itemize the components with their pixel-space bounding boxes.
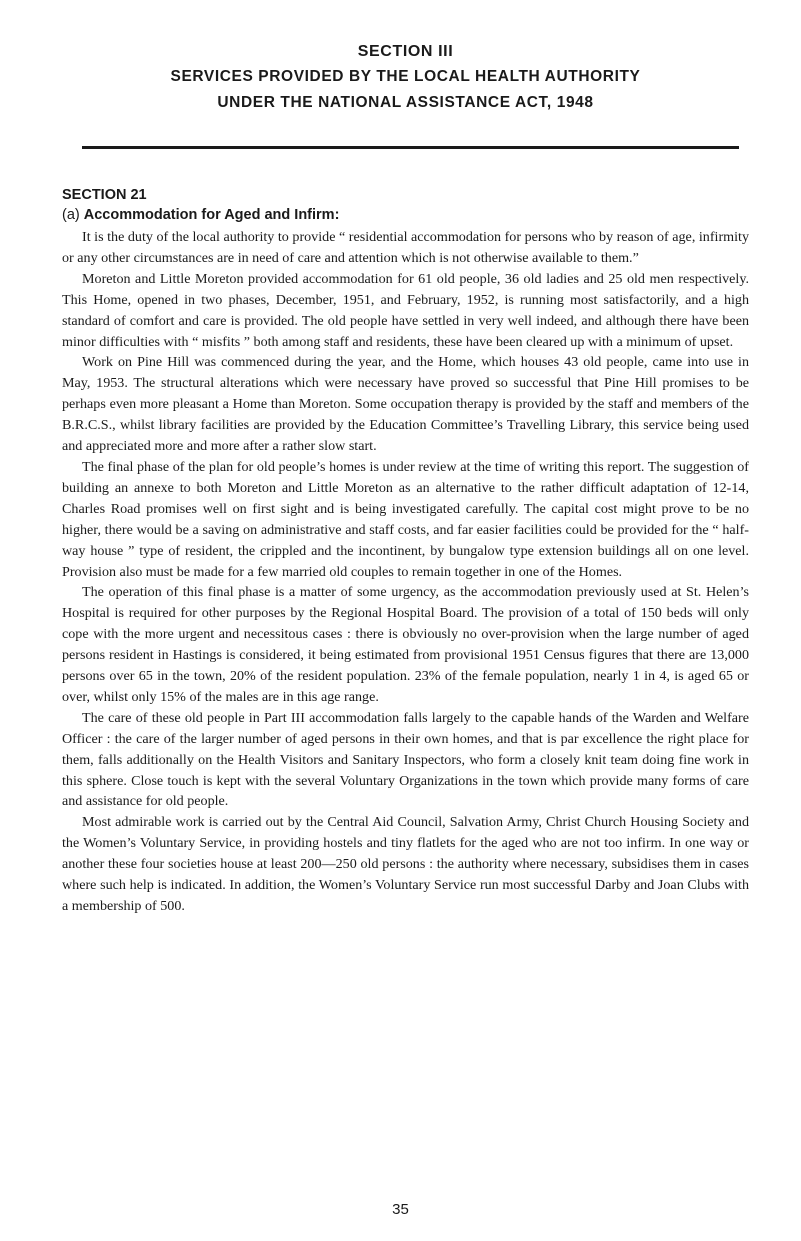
- paragraph: The care of these old people in Part III accommodation falls largely to the capable hands of the Warden and Welfare Officer : the care of the larger number of aged persons in their own homes, and that is par excellence the right place for them, falls additionally on the Health Visitors and Sanitary Inspectors, who form a closely knit team doing fine work in this sphere. Close touch is kept with the several Voluntary Organizations in the town which provide many forms of care and assistance for old people.: [62, 709, 749, 810]
- paragraph: Most admirable work is carried out by the Central Aid Council, Salvation Army, Christ Church Housing Society and the Women’s Voluntary Service, in providing hostels and tiny flatlets for the aged who are not too infirm. In one way or another these four societies house at least 200—250 old persons : the authority where necessary, subsidises them in cases where such help is indicated. In addition, the Women’s Voluntary Service run most successful Darby and Joan Clubs with a membership of 500.: [62, 814, 749, 914]
- section-heading: SECTION III: [357, 43, 454, 60]
- subsection-heading: Accommodation for Aged and Infirm:: [83, 207, 340, 223]
- paragraph: Work on Pine Hill was commenced during the year, and the Home, which houses 43 old people, came into use in May, 1953. The structural alterations which were necessary have proved so successful that Pine Hill promises to be perhaps even more pleasant a Home than Moreton. Some occupation therapy is provided by the staff and members of the B.R.C.S., whilst library facilities are provided by the Education Committee’s Travelling Library, this service being used and appreciated more and more after a rather slow start.: [62, 354, 749, 455]
- page-title-line-1: SERVICES PROVIDED BY THE LOCAL HEALTH AUTHORITY: [170, 68, 641, 85]
- page-title-line-2: UNDER THE NATIONAL ASSISTANCE ACT, 1948: [217, 94, 594, 111]
- paragraph: The operation of this final phase is a matter of some urgency, as the accommodation previously used at St. Helen’s Hospital is required for other purposes by the Regional Hospital Board. The provision of a total of 150 beds will only cope with the more urgent and necessitous cases : there is obviously no over-provision when the large number of aged persons resident in Hastings is considered, it being estimated from provisional 1951 Census figures that there are 13,000 persons over 65 in the town, 20% of the resident population. 23% of the female population, nearly 1 in 4, is aged 65 or over, whilst only 15% of the males are in this age range.: [62, 584, 749, 705]
- horizontal-rule: [82, 146, 739, 149]
- subsection-title: [62, 205, 749, 226]
- section-title: SECTION 21: [62, 187, 147, 203]
- paragraph: The final phase of the plan for old people’s homes is under review at the time of writing this report. The suggestion of building an annexe to both Moreton and Little Moreton as an alternative to the rather difficult adaptation of 12-14, Charles Road promises well on first sight and is being investigated carefully. The capital cost might prove to be no higher, there would be a saving on administrative and staff costs, and far easier facilities could be provided for the “ half-way house ” type of resident, the crippled and the incontinent, by bungalow type extension buildings all on one level. Provision also must be made for a few married old couples to remain together in one of the Homes.: [62, 458, 749, 580]
- paragraph: It is the duty of the local authority to provide “ residential accommodation for persons who by reason of age, infirmity or any other circumstances are in need of care and attention which is not otherwise available to them.”: [62, 229, 749, 266]
- paragraph: Moreton and Little Moreton provided accommodation for 61 old people, 36 old ladies and 25 old men respectively. This Home, opened in two phases, December, 1951, and February, 1952, is running most satisfactorily, and a high standard of comfort and care is provided. The old people have settled in very well indeed, and although there have been minor difficulties with “ misfits ” both among staff and residents, these have been cleared up with a minimum of upset.: [62, 270, 749, 350]
- subsection-label: (a): [62, 207, 80, 223]
- page-number: 35: [392, 1201, 409, 1218]
